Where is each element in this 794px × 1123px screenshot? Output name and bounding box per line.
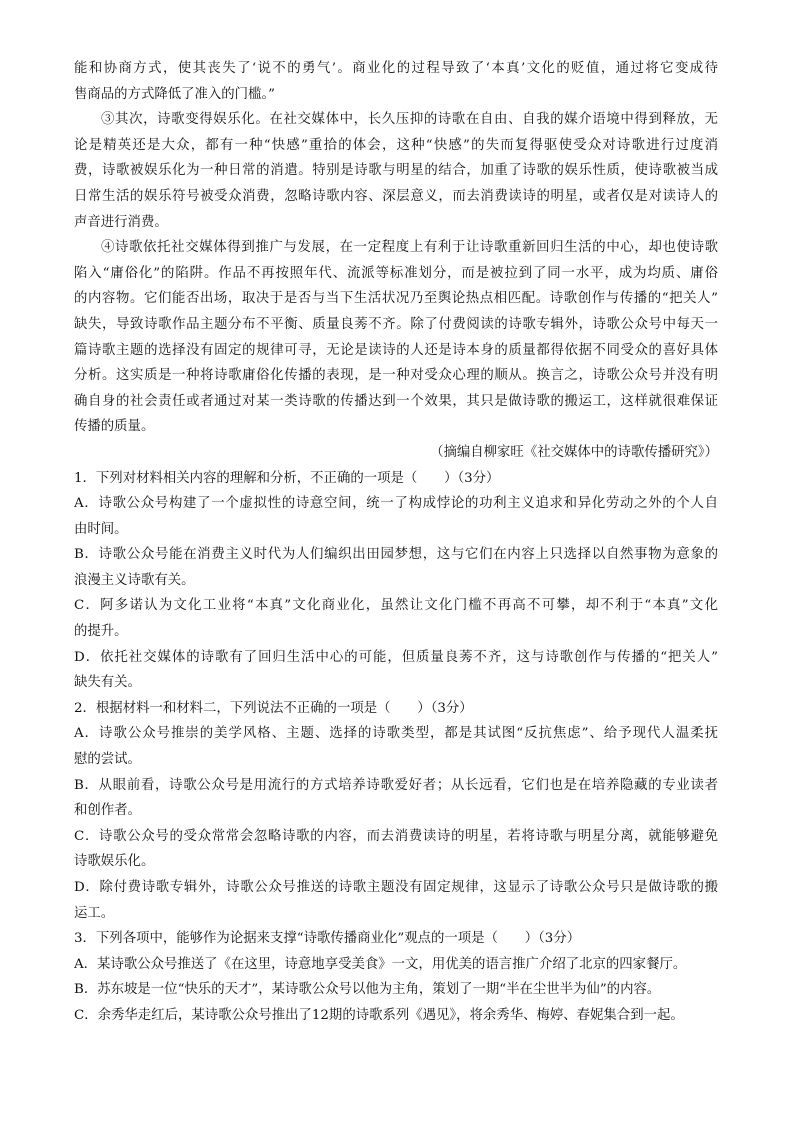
option-c-line: C．诗歌公众号的受众常常会忽略诗歌的内容，而去消费读诗的明星，若将诗歌与明星分离，就能够避免 (74, 828, 718, 844)
option-d-line: D．依托社交媒体的诗歌有了回归生活中心的可能，但质量良莠不齐，这与诗歌创作与传播的“把关人” (74, 649, 718, 665)
text-line: 能和协商方式，使其丧失了‘说不的勇气’。商业化的过程导致了‘本真’文化的贬值，通过将它变成待 (74, 61, 718, 76)
option-d-line: 运工。 (74, 905, 115, 921)
text-line: 论是精英还是大众，都有一种“快感”重拾的体会，这种“快感”的失而复得驱使受众对诗歌进行过度消 (74, 137, 718, 153)
option-d-line: 缺失有关。 (74, 675, 141, 691)
option-a-line: 慰的尝试。 (74, 752, 141, 768)
text-line: 的内容物。它们能否出场，取决于是否与当下生活状况乃至舆论热点相匹配。诗歌创作与传播的“把关人” (74, 291, 718, 307)
option-b-line: 浪漫主义诗歌有关。 (74, 572, 195, 588)
question-1 (74, 466, 718, 696)
text-line: 篇诗歌主题的选择没有固定的规律可寻，无论是读诗的人还是诗本身的质量都得依据不同受众的喜好具体 (74, 342, 718, 358)
option-c-line: 诗歌娱乐化。 (74, 854, 155, 870)
option-a-line: 由时间。 (74, 521, 128, 537)
text-line: 日常生活的娱乐符号被受众消费，忽略诗歌内容、深层意义，而去消费读诗的明星，或者仅是对读诗人的 (74, 188, 718, 204)
option-d-line: D．除付费诗歌专辑外，诗歌公众号推送的诗歌主题没有固定规律，这显示了诗歌公众号只是做诗歌的搬 (74, 880, 718, 895)
text-line: 缺失，导致诗歌作品主题分布不平衡、质量良莠不齐。除了付费阅读的诗歌专辑外，诗歌公众号中每天一 (74, 316, 718, 332)
option-c-line: 的提升。 (74, 624, 128, 640)
text-line: ④诗歌依托社交媒体得到推广与发展，在一定程度上有利于让诗歌重新回归生活的中心，却也使诗歌 (101, 240, 718, 256)
option-b-line: B．从眼前看，诗歌公众号是用流行的方式培养诗歌爱好者；从长远看，它们也是在培养隐藏的专业读者 (74, 777, 718, 793)
option-c-line: C．阿多诺认为文化工业将“本真”文化商业化，虽然让文化门槛不再高不可攀，却不利于“本真”文化 (74, 598, 718, 614)
text-line: 确自身的社会责任或者通过对某一类诗歌的传播达到一个效果，其只是做诗歌的搬运工，这样就很难保证 (74, 393, 718, 409)
paragraph-1 (74, 56, 718, 107)
source-citation: （摘编自柳家旺《社交媒体中的诗歌传播研究》） (430, 444, 718, 460)
question-stem: 3．下列各项中，能够作为论据来支撑“诗歌传播商业化”观点的一项是（ ）（3分） (74, 931, 581, 947)
paragraph-3 (74, 235, 718, 440)
option-b-line: 和创作者。 (74, 803, 141, 819)
paragraph-2 (74, 107, 718, 235)
text-line: 售商品的方式降低了准入的门槛。” (74, 86, 276, 102)
option-c-line: C．余秀华走红后，某诗歌公众号推出了12期的诗歌系列《遇见》，将余秀华、梅婷、春妮集合到一起。 (74, 1007, 684, 1023)
text-line: 分析。这实质是一种将诗歌庸俗化传播的表现，是一种对受众心理的顺从。换言之，诗歌公众号并没有明 (74, 368, 718, 384)
text-line: 陷入“庸俗化”的陷阱。作品不再按照年代、流派等标准划分，而是被拉到了同一水平，成为均质、庸俗 (74, 265, 718, 281)
question-stem: 1．下列对材料相关内容的理解和分析，不正确的一项是（ ）（3分） (74, 470, 500, 486)
option-b-line: B．苏东坡是一位“快乐的天才”，某诗歌公众号以他为主角，策划了一期“半在尘世半为仙”的内容。 (74, 982, 661, 998)
question-2 (74, 696, 718, 926)
option-b-line: B．诗歌公众号能在消费主义时代为人们编织出田园梦想，这与它们在内容上只选择以自然事物为意象的 (74, 547, 718, 563)
text-line: 传播的质量。 (74, 419, 155, 435)
text-line: 声音进行消费。 (74, 214, 168, 230)
text-line: ③其次，诗歌变得娱乐化。在社交媒体中，长久压抑的诗歌在自由、自我的媒介语境中得到释放，无 (101, 112, 718, 128)
option-a-line: A．某诗歌公众号推送了《在这里，诗意地享受美食》一文，用优美的语言推广介绍了北京的四家餐厅。 (74, 956, 687, 972)
option-a-line: A．诗歌公众号推崇的美学风格、主题、选择的诗歌类型，都是其试图“反抗焦虑”、给予现代人温柔抚 (74, 726, 718, 742)
question-stem: 2．根据材料一和材料二，下列说法不正确的一项是（ ）（3分） (74, 700, 473, 716)
option-a-line: A．诗歌公众号构建了一个虚拟性的诗意空间，统一了构成悖论的功利主义追求和异化劳动之外的个人自 (74, 496, 718, 512)
question-3 (74, 926, 718, 1028)
text-line: 费，诗歌被娱乐化为一种日常的消遣。特别是诗歌与明星的结合，加重了诗歌的娱乐性质，使诗歌被当成 (74, 163, 718, 179)
passage (74, 56, 718, 466)
